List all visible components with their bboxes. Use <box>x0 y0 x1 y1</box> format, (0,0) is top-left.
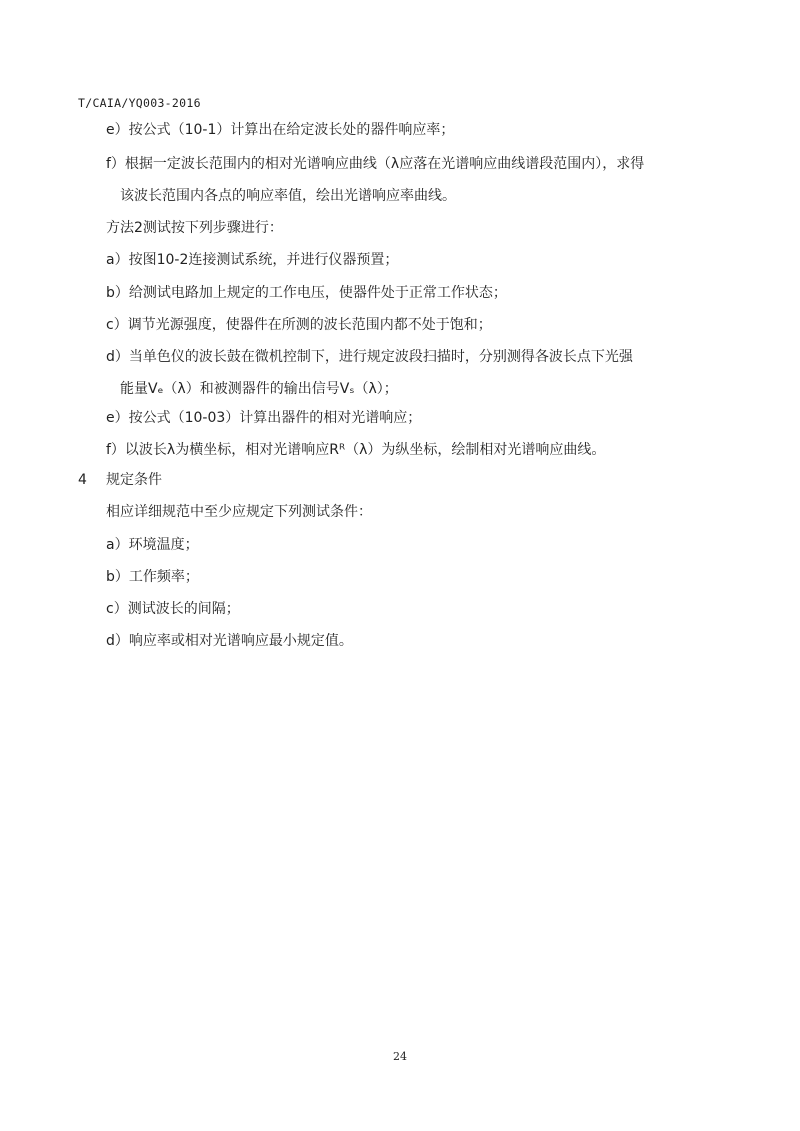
step-b-method2: b）给测试电路加上规定的工作电压，使器件处于正常工作状态； <box>106 285 507 301</box>
step-d-method2-continued: 能量Vₑ（λ）和被测器件的输出信号Vₛ（λ）； <box>120 381 398 397</box>
method2-intro: 方法2测试按下列步骤进行： <box>106 220 283 236</box>
section-intro: 相应详细规范中至少应规定下列测试条件： <box>106 504 372 520</box>
page-number: 24 <box>393 1050 407 1063</box>
step-f-method2: f）以波长λ为横坐标，相对光谱响应Rᴿ（λ）为纵坐标，绘制相对光谱响应曲线。 <box>106 442 606 458</box>
standard-code: T/CAIA/YQ003-2016 <box>78 96 201 110</box>
step-f-method1-continued: 该波长范围内各点的响应率值，绘出光谱响应率曲线。 <box>120 188 456 204</box>
step-e-method1: e）按公式（10-1）计算出在给定波长处的器件响应率； <box>106 122 455 138</box>
condition-item: d）响应率或相对光谱响应最小规定值。 <box>106 633 353 649</box>
condition-item: a）环境温度； <box>106 537 199 553</box>
section-heading <box>78 470 162 490</box>
step-f-method1: f）根据一定波长范围内的相对光谱响应曲线（λ应落在光谱响应曲线谱段范围内），求得 <box>106 156 645 172</box>
section-number: 4 <box>78 472 87 488</box>
step-c-method2: c）调节光源强度，使器件在所测的波长范围内都不处于饱和； <box>106 317 492 333</box>
step-d-method2: d）当单色仪的波长鼓在微机控制下，进行规定波段扫描时，分别测得各波长点下光强 <box>106 349 633 365</box>
condition-item: b）工作频率； <box>106 569 199 585</box>
step-e-method2: e）按公式（10-03）计算出器件的相对光谱响应； <box>106 410 422 426</box>
section-title: 规定条件 <box>106 472 162 488</box>
condition-item: c）测试波长的间隔； <box>106 601 240 617</box>
step-a-method2: a）按图10-2连接测试系统，并进行仪器预置； <box>106 252 399 268</box>
